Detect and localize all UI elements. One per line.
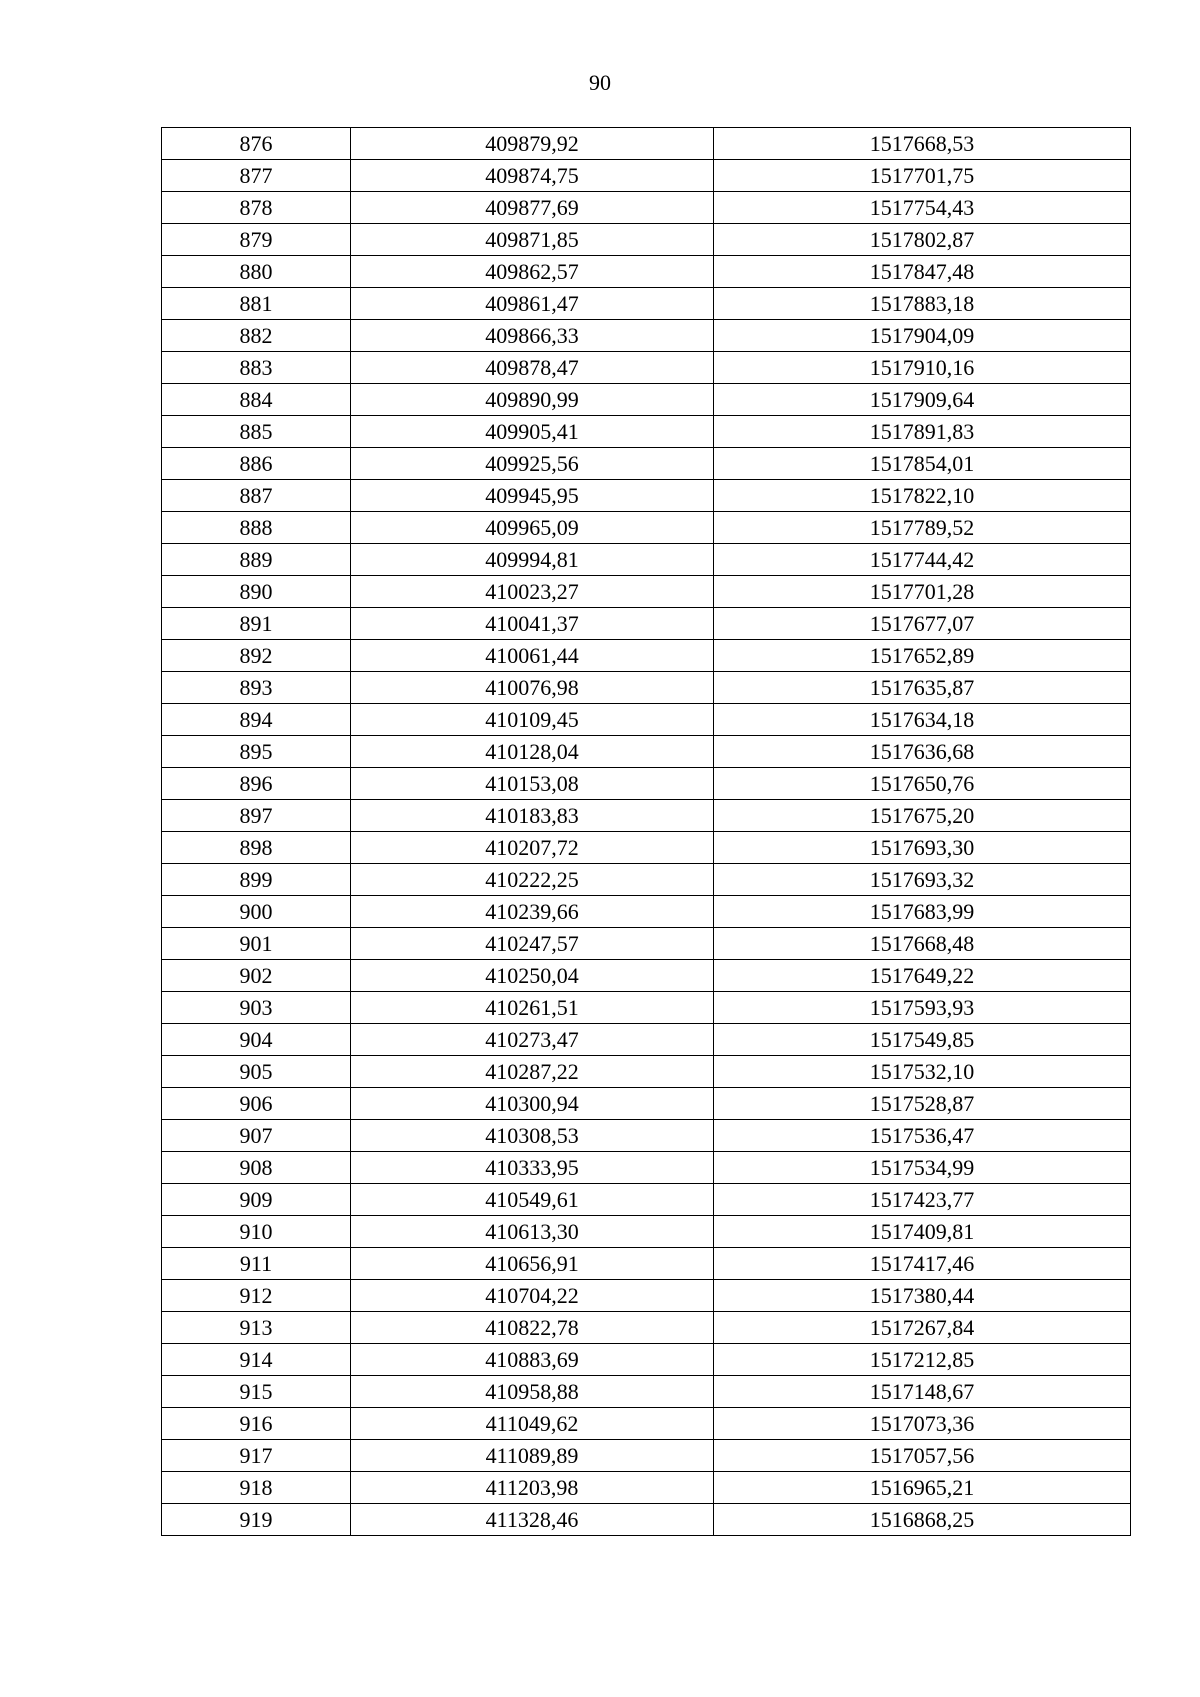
x-coordinate-cell: 409994,81	[351, 544, 714, 576]
table-row	[162, 1088, 1131, 1120]
point-number-cell: 880	[162, 256, 351, 288]
x-coordinate-cell: 410239,66	[351, 896, 714, 928]
x-coordinate-cell: 409866,33	[351, 320, 714, 352]
x-coordinate-cell: 409945,95	[351, 480, 714, 512]
point-number-cell: 919	[162, 1504, 351, 1536]
x-coordinate-cell: 410822,78	[351, 1312, 714, 1344]
point-number-cell: 878	[162, 192, 351, 224]
point-number-cell: 885	[162, 416, 351, 448]
table-row	[162, 1504, 1131, 1536]
point-number-cell: 904	[162, 1024, 351, 1056]
x-coordinate-cell: 410261,51	[351, 992, 714, 1024]
y-coordinate-cell: 1517847,48	[714, 256, 1131, 288]
point-number-cell: 883	[162, 352, 351, 384]
table-row	[162, 416, 1131, 448]
x-coordinate-cell: 409878,47	[351, 352, 714, 384]
point-number-cell: 891	[162, 608, 351, 640]
x-coordinate-cell: 410308,53	[351, 1120, 714, 1152]
point-number-cell: 910	[162, 1216, 351, 1248]
point-number-cell: 912	[162, 1280, 351, 1312]
table-row	[162, 576, 1131, 608]
table-row	[162, 160, 1131, 192]
table-row	[162, 480, 1131, 512]
point-number-cell: 876	[162, 128, 351, 160]
y-coordinate-cell: 1517891,83	[714, 416, 1131, 448]
x-coordinate-cell: 410549,61	[351, 1184, 714, 1216]
y-coordinate-cell: 1517652,89	[714, 640, 1131, 672]
table-row	[162, 1216, 1131, 1248]
table-row	[162, 1408, 1131, 1440]
y-coordinate-cell: 1517549,85	[714, 1024, 1131, 1056]
x-coordinate-cell: 410247,57	[351, 928, 714, 960]
table-row	[162, 992, 1131, 1024]
page-number: 90	[589, 70, 611, 95]
x-coordinate-cell: 411049,62	[351, 1408, 714, 1440]
point-number-cell: 916	[162, 1408, 351, 1440]
x-coordinate-cell: 410250,04	[351, 960, 714, 992]
x-coordinate-cell: 410183,83	[351, 800, 714, 832]
table-row	[162, 640, 1131, 672]
table-row	[162, 832, 1131, 864]
table-row	[162, 1120, 1131, 1152]
y-coordinate-cell: 1517536,47	[714, 1120, 1131, 1152]
x-coordinate-cell: 410300,94	[351, 1088, 714, 1120]
point-number-cell: 903	[162, 992, 351, 1024]
point-number-cell: 901	[162, 928, 351, 960]
y-coordinate-cell: 1517683,99	[714, 896, 1131, 928]
point-number-cell: 881	[162, 288, 351, 320]
x-coordinate-cell: 410076,98	[351, 672, 714, 704]
point-number-cell: 884	[162, 384, 351, 416]
y-coordinate-cell: 1517701,28	[714, 576, 1131, 608]
point-number-cell: 882	[162, 320, 351, 352]
point-number-cell: 879	[162, 224, 351, 256]
y-coordinate-cell: 1517636,68	[714, 736, 1131, 768]
x-coordinate-cell: 410023,27	[351, 576, 714, 608]
table-row	[162, 960, 1131, 992]
point-number-cell: 908	[162, 1152, 351, 1184]
y-coordinate-cell: 1517593,93	[714, 992, 1131, 1024]
y-coordinate-cell: 1517675,20	[714, 800, 1131, 832]
y-coordinate-cell: 1517754,43	[714, 192, 1131, 224]
point-number-cell: 915	[162, 1376, 351, 1408]
table-row	[162, 896, 1131, 928]
point-number-cell: 895	[162, 736, 351, 768]
x-coordinate-cell: 409879,92	[351, 128, 714, 160]
x-coordinate-cell: 410128,04	[351, 736, 714, 768]
y-coordinate-cell: 1517073,36	[714, 1408, 1131, 1440]
point-number-cell: 892	[162, 640, 351, 672]
y-coordinate-cell: 1517423,77	[714, 1184, 1131, 1216]
x-coordinate-cell: 410613,30	[351, 1216, 714, 1248]
x-coordinate-cell: 410153,08	[351, 768, 714, 800]
x-coordinate-cell: 410207,72	[351, 832, 714, 864]
y-coordinate-cell: 1517802,87	[714, 224, 1131, 256]
x-coordinate-cell: 409862,57	[351, 256, 714, 288]
x-coordinate-cell: 411089,89	[351, 1440, 714, 1472]
table-row	[162, 1024, 1131, 1056]
x-coordinate-cell: 410041,37	[351, 608, 714, 640]
x-coordinate-cell: 410704,22	[351, 1280, 714, 1312]
table-row	[162, 1440, 1131, 1472]
point-number-cell: 902	[162, 960, 351, 992]
y-coordinate-cell: 1517267,84	[714, 1312, 1131, 1344]
x-coordinate-cell: 410333,95	[351, 1152, 714, 1184]
point-number-cell: 914	[162, 1344, 351, 1376]
point-number-cell: 899	[162, 864, 351, 896]
y-coordinate-cell: 1517409,81	[714, 1216, 1131, 1248]
x-coordinate-cell: 410273,47	[351, 1024, 714, 1056]
y-coordinate-cell: 1517532,10	[714, 1056, 1131, 1088]
point-number-cell: 917	[162, 1440, 351, 1472]
table-row	[162, 128, 1131, 160]
point-number-cell: 894	[162, 704, 351, 736]
point-number-cell: 893	[162, 672, 351, 704]
y-coordinate-cell: 1517693,30	[714, 832, 1131, 864]
x-coordinate-cell: 410958,88	[351, 1376, 714, 1408]
x-coordinate-cell: 409890,99	[351, 384, 714, 416]
y-coordinate-cell: 1516965,21	[714, 1472, 1131, 1504]
table-row	[162, 384, 1131, 416]
x-coordinate-cell: 409861,47	[351, 288, 714, 320]
y-coordinate-cell: 1517650,76	[714, 768, 1131, 800]
y-coordinate-cell: 1517534,99	[714, 1152, 1131, 1184]
y-coordinate-cell: 1517649,22	[714, 960, 1131, 992]
table-row	[162, 544, 1131, 576]
point-number-cell: 877	[162, 160, 351, 192]
x-coordinate-cell: 410287,22	[351, 1056, 714, 1088]
y-coordinate-cell: 1517635,87	[714, 672, 1131, 704]
table-row	[162, 1152, 1131, 1184]
y-coordinate-cell: 1517380,44	[714, 1280, 1131, 1312]
table-row	[162, 224, 1131, 256]
coordinates-table	[161, 127, 1131, 1536]
table-row	[162, 448, 1131, 480]
x-coordinate-cell: 409905,41	[351, 416, 714, 448]
point-number-cell: 887	[162, 480, 351, 512]
y-coordinate-cell: 1517693,32	[714, 864, 1131, 896]
table-row	[162, 256, 1131, 288]
y-coordinate-cell: 1517909,64	[714, 384, 1131, 416]
y-coordinate-cell: 1517904,09	[714, 320, 1131, 352]
table-row	[162, 800, 1131, 832]
table-row	[162, 320, 1131, 352]
y-coordinate-cell: 1517789,52	[714, 512, 1131, 544]
table-row	[162, 1248, 1131, 1280]
table-row	[162, 1472, 1131, 1504]
x-coordinate-cell: 409871,85	[351, 224, 714, 256]
point-number-cell: 909	[162, 1184, 351, 1216]
x-coordinate-cell: 410061,44	[351, 640, 714, 672]
x-coordinate-cell: 411328,46	[351, 1504, 714, 1536]
y-coordinate-cell: 1517148,67	[714, 1376, 1131, 1408]
table-row	[162, 736, 1131, 768]
y-coordinate-cell: 1517668,53	[714, 128, 1131, 160]
table-row	[162, 1376, 1131, 1408]
table-row	[162, 192, 1131, 224]
x-coordinate-cell: 410109,45	[351, 704, 714, 736]
y-coordinate-cell: 1517417,46	[714, 1248, 1131, 1280]
point-number-cell: 905	[162, 1056, 351, 1088]
point-number-cell: 886	[162, 448, 351, 480]
x-coordinate-cell: 409877,69	[351, 192, 714, 224]
point-number-cell: 896	[162, 768, 351, 800]
y-coordinate-cell: 1517744,42	[714, 544, 1131, 576]
coordinates-table-body	[162, 128, 1131, 1536]
y-coordinate-cell: 1517528,87	[714, 1088, 1131, 1120]
table-row	[162, 672, 1131, 704]
point-number-cell: 888	[162, 512, 351, 544]
x-coordinate-cell: 411203,98	[351, 1472, 714, 1504]
table-row	[162, 1344, 1131, 1376]
x-coordinate-cell: 410656,91	[351, 1248, 714, 1280]
x-coordinate-cell: 409925,56	[351, 448, 714, 480]
point-number-cell: 911	[162, 1248, 351, 1280]
point-number-cell: 900	[162, 896, 351, 928]
table-row	[162, 1184, 1131, 1216]
x-coordinate-cell: 409874,75	[351, 160, 714, 192]
y-coordinate-cell: 1517701,75	[714, 160, 1131, 192]
table-row	[162, 928, 1131, 960]
point-number-cell: 890	[162, 576, 351, 608]
table-row	[162, 288, 1131, 320]
table-row	[162, 512, 1131, 544]
point-number-cell: 897	[162, 800, 351, 832]
y-coordinate-cell: 1517668,48	[714, 928, 1131, 960]
x-coordinate-cell: 409965,09	[351, 512, 714, 544]
y-coordinate-cell: 1516868,25	[714, 1504, 1131, 1536]
point-number-cell: 913	[162, 1312, 351, 1344]
table-row	[162, 1056, 1131, 1088]
table-row	[162, 1312, 1131, 1344]
table-row	[162, 864, 1131, 896]
table-row	[162, 608, 1131, 640]
point-number-cell: 889	[162, 544, 351, 576]
table-row	[162, 352, 1131, 384]
point-number-cell: 906	[162, 1088, 351, 1120]
y-coordinate-cell: 1517634,18	[714, 704, 1131, 736]
table-row	[162, 768, 1131, 800]
point-number-cell: 907	[162, 1120, 351, 1152]
y-coordinate-cell: 1517822,10	[714, 480, 1131, 512]
x-coordinate-cell: 410222,25	[351, 864, 714, 896]
y-coordinate-cell: 1517910,16	[714, 352, 1131, 384]
point-number-cell: 918	[162, 1472, 351, 1504]
x-coordinate-cell: 410883,69	[351, 1344, 714, 1376]
y-coordinate-cell: 1517057,56	[714, 1440, 1131, 1472]
y-coordinate-cell: 1517883,18	[714, 288, 1131, 320]
y-coordinate-cell: 1517677,07	[714, 608, 1131, 640]
y-coordinate-cell: 1517854,01	[714, 448, 1131, 480]
y-coordinate-cell: 1517212,85	[714, 1344, 1131, 1376]
point-number-cell: 898	[162, 832, 351, 864]
table-row	[162, 1280, 1131, 1312]
table-row	[162, 704, 1131, 736]
